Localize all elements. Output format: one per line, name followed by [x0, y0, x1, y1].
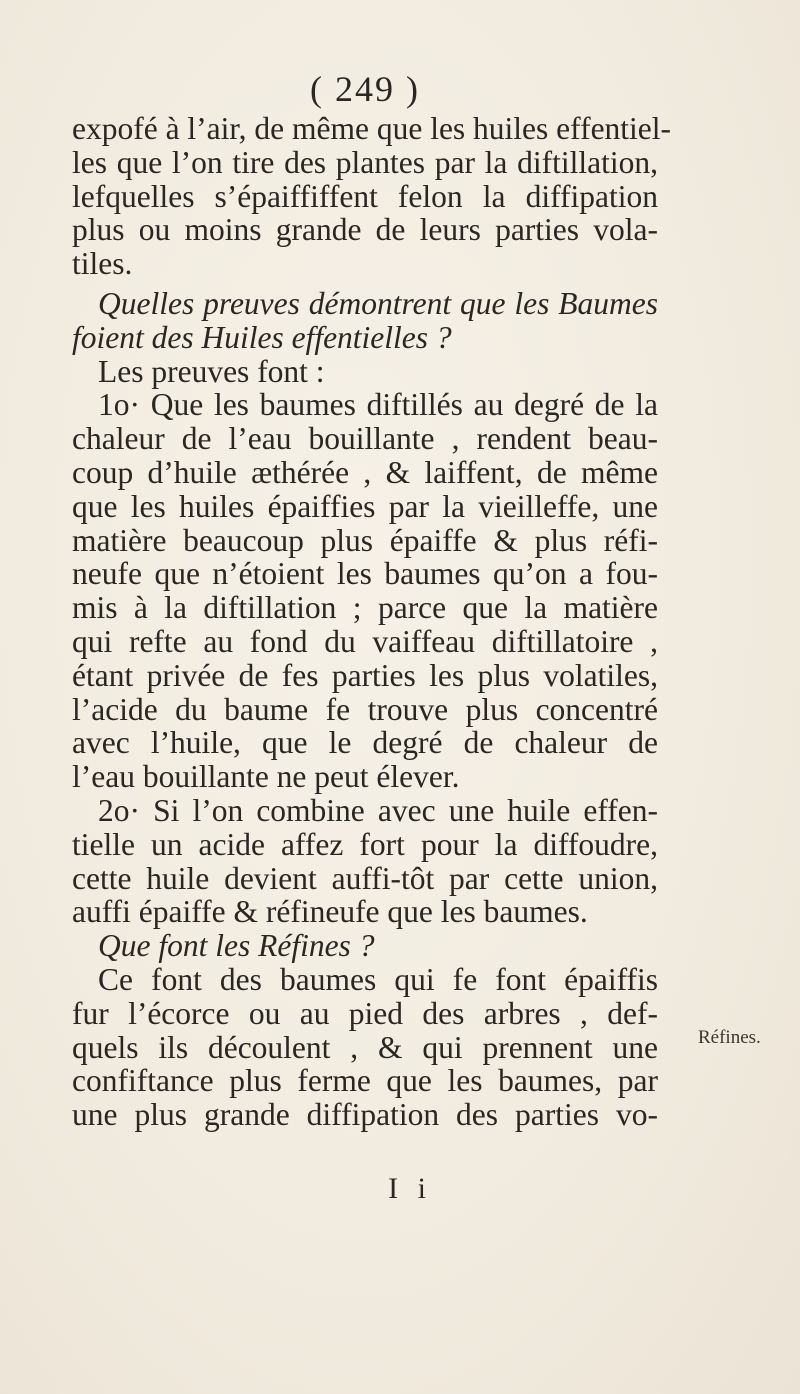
text-line: tiles.: [72, 246, 133, 282]
body-text: [72, 111, 672, 1133]
text-line: Les preuves font :: [98, 353, 325, 389]
text-line: matière beaucoup plus épaiffe & plus réfi-: [72, 522, 658, 558]
text-line: Ce font des baumes qui fe font épaiffis: [98, 961, 658, 997]
text-line: qui refte au fond du vaiffeau diftillatoire ,: [72, 623, 658, 659]
text-line: tielle un acide affez fort pour la diffoudre,: [72, 826, 658, 862]
question-heading: Quelles preuves démontrent que les Baumes: [98, 285, 658, 321]
text-line: cette huile devient auffi-tôt par cette union,: [72, 860, 658, 896]
text-line: lefquelles s’épaiffiffent felon la diffipation: [72, 178, 658, 214]
text-line: l’eau bouillante ne peut élever.: [72, 759, 460, 795]
text-line: une plus grande diffipation des parties vo-: [72, 1097, 658, 1133]
question-heading: foient des Huiles effentielles ?: [72, 319, 452, 355]
text-line: 1o· Que les baumes diftillés au degré de la: [98, 387, 658, 423]
text-line: les que l’on tire des plantes par la diftillation,: [72, 144, 658, 180]
page-number: ( 249 ): [310, 69, 420, 109]
text-line: étant privée de fes parties les plus volatiles,: [72, 657, 658, 693]
text-line: l’acide du baume fe trouve plus concentré: [72, 691, 658, 727]
text-line: coup d’huile æthérée , & laiffent, de même: [72, 454, 658, 490]
text-line: avec l’huile, que le degré de chaleur de: [72, 725, 658, 761]
text-line: confiftance plus ferme que les baumes, par: [72, 1063, 658, 1099]
text-line: que les huiles épaiffies par la vieilleffe, une: [72, 488, 658, 524]
text-line: auffi épaiffe & réfineufe que les baumes.: [72, 894, 588, 930]
text-line: plus ou moins grande de leurs parties vola-: [72, 212, 658, 248]
margin-note: Réfines.: [698, 1027, 761, 1048]
text-line: quels ils découlent , & qui prennent une: [72, 1029, 658, 1065]
text-line: expofé à l’air, de même que les huiles effentiel-: [72, 111, 672, 146]
question-heading: Que font les Réfines ?: [98, 928, 375, 964]
signature-mark: I i: [388, 1172, 432, 1205]
text-line: chaleur de l’eau bouillante , rendent beau-: [72, 421, 658, 457]
text-line: neufe que n’étoient les baumes qu’on a fou-: [72, 556, 658, 592]
text-line: fur l’écorce ou au pied des arbres , def-: [72, 995, 658, 1031]
text-line: mis à la diftillation ; parce que la matière: [72, 590, 658, 626]
text-line: 2o· Si l’on combine avec une huile effen-: [98, 792, 658, 828]
